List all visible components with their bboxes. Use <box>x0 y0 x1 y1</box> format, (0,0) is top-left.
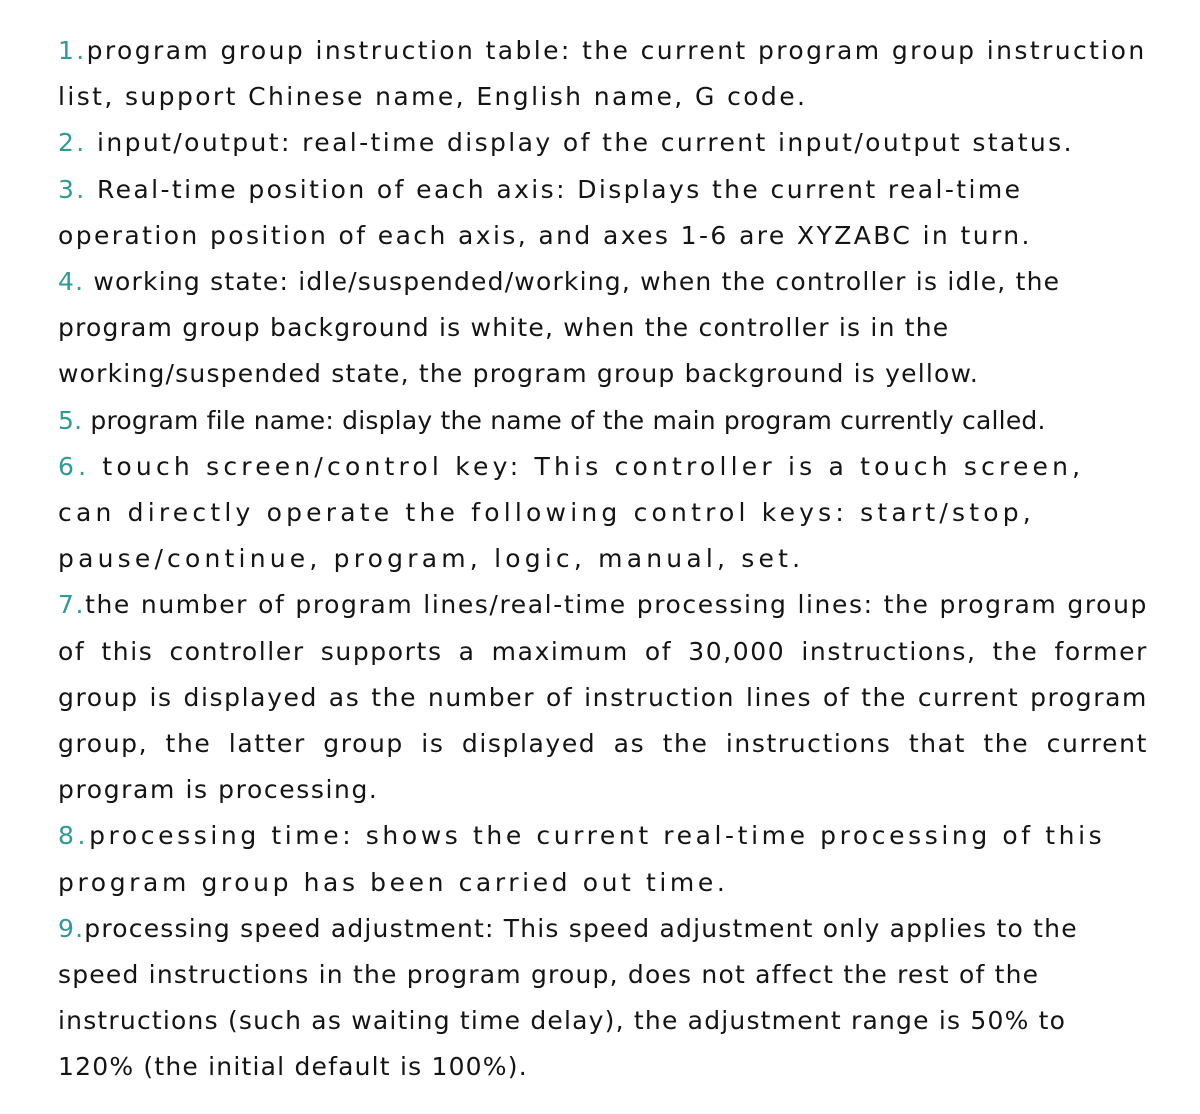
item-number: 6. <box>58 451 91 481</box>
item-number: 4. <box>58 267 85 297</box>
item-text: program group instruction table: the current program group instruction list, support Chinese name, English name, G code. <box>58 36 1147 112</box>
item-6 <box>58 444 1148 583</box>
item-text: program file name: display the name of the main program currently called. <box>82 405 1046 435</box>
item-number: 7. <box>58 590 86 620</box>
item-4 <box>58 259 1148 398</box>
item-text: the number of program lines/real-time processing lines: the program group of this controller supports a maximum of 30,000 instructions, the former group is displayed as the number of instruction lines of the current program group, the latter group is displayed as the instructions that the current program is processing. <box>58 590 1148 805</box>
item-8 <box>58 813 1148 905</box>
item-2 <box>58 120 1148 166</box>
item-5 <box>58 398 1148 444</box>
item-number: 9. <box>58 913 85 943</box>
item-number: 3. <box>58 174 87 204</box>
item-number: 2. <box>58 128 87 158</box>
item-3 <box>58 167 1148 259</box>
item-number: 1. <box>58 36 87 65</box>
item-text: input/output: real-time display of the current input/output status. <box>86 128 1074 158</box>
item-text: working state: idle/suspended/working, when the controller is idle, the program group background is white, when the controller is in the working/suspended state, the program group background is yellow. <box>58 267 1061 389</box>
item-text: processing time: shows the current real-time processing of this program group has been carried out time. <box>58 821 1106 897</box>
instruction-document <box>58 28 1148 1091</box>
item-number: 8. <box>58 821 90 851</box>
item-text: processing speed adjustment: This speed adjustment only applies to the speed instructions in the program group, does not affect the rest of the instructions (such as waiting time delay), the adjustment range is 50% to 120% (the initial default is 100%). <box>58 913 1078 1082</box>
item-1 <box>58 28 1148 120</box>
item-9 <box>58 906 1148 1091</box>
item-text: touch screen/control key: This controller is a touch screen, can directly operate the following control keys: start/stop, pause/continue, program, logic, manual, set. <box>58 451 1085 574</box>
item-number: 5. <box>58 405 83 435</box>
item-text: Real-time position of each axis: Displays the current real-time operation position of each axis, and axes 1-6 are XYZABC in turn. <box>58 174 1032 250</box>
item-7 <box>58 582 1148 813</box>
